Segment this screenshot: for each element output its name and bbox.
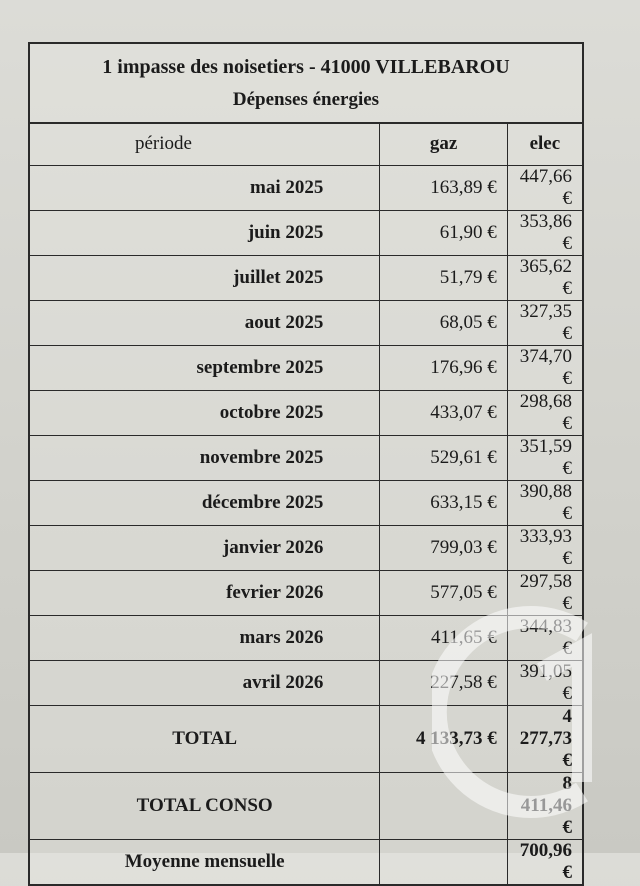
- row-elec: 298,68 €: [507, 390, 582, 435]
- table-row: [30, 300, 582, 345]
- address-title: 1 impasse des noisetiers - 41000 VILLEBAROU: [102, 56, 510, 78]
- total-gas: 4 133,73 €: [380, 705, 507, 772]
- table-row: [30, 345, 582, 390]
- total-elec: 4 277,73 €: [507, 705, 582, 772]
- monthly-average-label: Moyenne mensuelle: [30, 839, 380, 884]
- column-header-gas: gaz: [380, 124, 507, 165]
- monthly-average-row: [30, 839, 582, 884]
- row-elec: 297,58 €: [507, 570, 582, 615]
- row-period: juillet 2025: [30, 255, 380, 300]
- row-gas: 411,65 €: [380, 615, 507, 660]
- row-gas: 163,89 €: [380, 165, 507, 210]
- table-row: [30, 165, 582, 210]
- table-row: [30, 255, 582, 300]
- row-gas: 433,07 €: [380, 390, 507, 435]
- column-header-period: période: [30, 124, 380, 165]
- row-gas: 227,58 €: [380, 660, 507, 705]
- table-subtitle: Dépenses énergies: [232, 89, 380, 110]
- row-elec: 353,86 €: [507, 210, 582, 255]
- total-conso-value: 8 411,46 €: [507, 772, 582, 839]
- table-row: [30, 480, 582, 525]
- row-elec: 344,83 €: [507, 615, 582, 660]
- table-row: [30, 570, 582, 615]
- total-conso-row: [30, 772, 582, 839]
- row-period: janvier 2026: [30, 525, 380, 570]
- expenses-grid: [30, 124, 582, 884]
- row-period: mars 2026: [30, 615, 380, 660]
- table-row: [30, 390, 582, 435]
- row-period: mai 2025: [30, 165, 380, 210]
- table-row: [30, 660, 582, 705]
- row-gas: 799,03 €: [380, 525, 507, 570]
- energy-expenses-table: [28, 42, 584, 886]
- row-elec: 351,59 €: [507, 435, 582, 480]
- row-period: avril 2026: [30, 660, 380, 705]
- row-period: juin 2025: [30, 210, 380, 255]
- row-elec: 391,05 €: [507, 660, 582, 705]
- row-period: aout 2025: [30, 300, 380, 345]
- table-row: [30, 525, 582, 570]
- total-label: TOTAL: [30, 705, 380, 772]
- row-period: fevrier 2026: [30, 570, 380, 615]
- table-row: [30, 615, 582, 660]
- row-period: septembre 2025: [30, 345, 380, 390]
- column-header-row: [30, 124, 582, 165]
- row-elec: 447,66 €: [507, 165, 582, 210]
- empty-cell: [380, 839, 507, 884]
- row-gas: 633,15 €: [380, 480, 507, 525]
- row-elec: 327,35 €: [507, 300, 582, 345]
- row-gas: 61,90 €: [380, 210, 507, 255]
- row-elec: 365,62 €: [507, 255, 582, 300]
- empty-cell: [380, 772, 507, 839]
- row-period: novembre 2025: [30, 435, 380, 480]
- row-elec: 390,88 €: [507, 480, 582, 525]
- row-period: décembre 2025: [30, 480, 380, 525]
- table-row: [30, 210, 582, 255]
- table-header: [30, 44, 582, 124]
- row-period: octobre 2025: [30, 390, 380, 435]
- row-gas: 577,05 €: [380, 570, 507, 615]
- total-conso-label: TOTAL CONSO: [30, 772, 380, 839]
- row-gas: 51,79 €: [380, 255, 507, 300]
- table-row: [30, 435, 582, 480]
- row-elec: 333,93 €: [507, 525, 582, 570]
- row-gas: 68,05 €: [380, 300, 507, 345]
- row-gas: 529,61 €: [380, 435, 507, 480]
- column-header-elec: elec: [507, 124, 582, 165]
- monthly-average-value: 700,96 €: [507, 839, 582, 884]
- row-elec: 374,70 €: [507, 345, 582, 390]
- total-row: [30, 705, 582, 772]
- row-gas: 176,96 €: [380, 345, 507, 390]
